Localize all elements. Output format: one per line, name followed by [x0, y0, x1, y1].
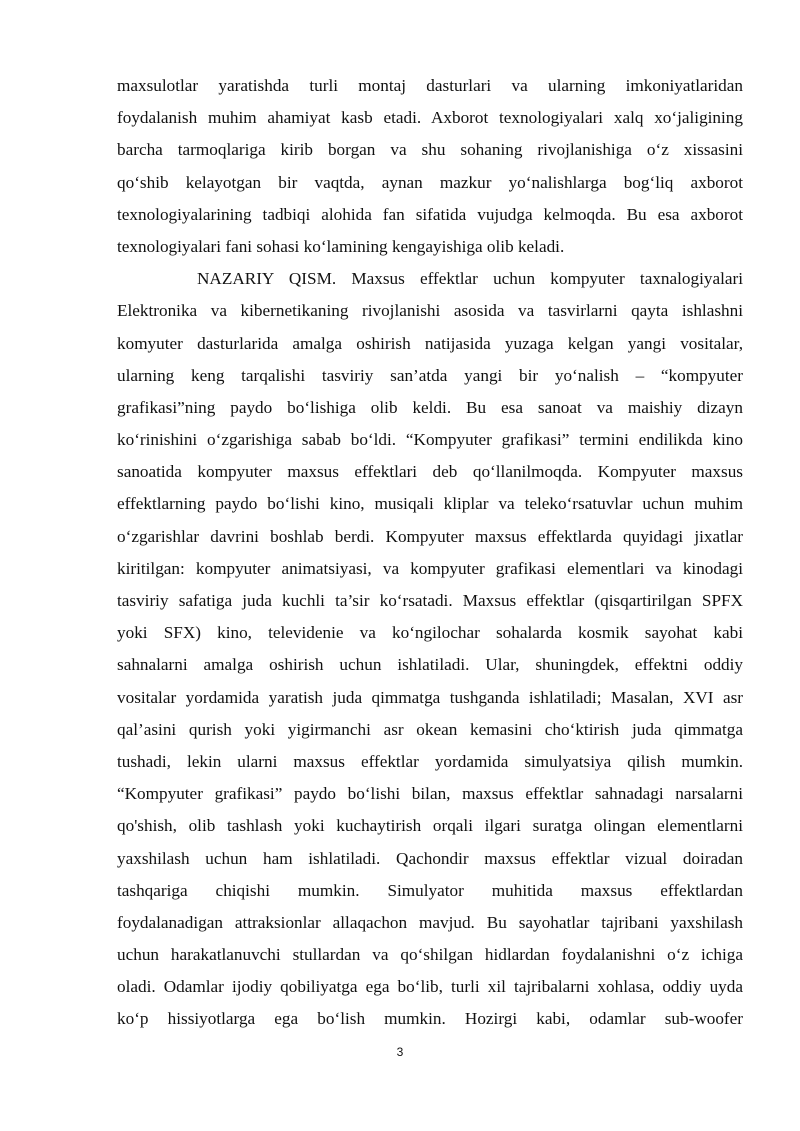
- text-line: tashqariga chiqishi mumkin. Simulyator muhitida maxsus effektlardan: [117, 880, 743, 900]
- text-line: uchun harakatlanuvchi stullardan va qo‘shilgan hidlardan foydalanishni o‘z ichiga: [117, 945, 743, 965]
- text-line: qo‘shib kelayotgan bir vaqtda, aynan mazkur yo‘nalishlarga bog‘liq axborot: [117, 172, 743, 192]
- text-line: oladi. Odamlar ijodiy qobiliyatga ega bo‘lib, turli xil tajribalarni xohlasa, oddiy uyda: [117, 977, 743, 997]
- text-line: sahnalarni amalga oshirish uchun ishlatiladi. Ular, shuningdek, effektni oddiy: [117, 655, 743, 675]
- page-number: 3: [396, 1045, 404, 1059]
- text-line: ko‘rinishini o‘zgarishiga sabab bo‘ldi. “Kompyuter grafikasi” termini endilikda kino: [117, 430, 743, 450]
- body-text: [117, 70, 743, 1036]
- text-line: “Kompyuter grafikasi” paydo bo‘lishi bilan, maxsus effektlar sahnadagi narsalarni: [117, 784, 743, 804]
- text-line: sanoatida kompyuter maxsus effektlari deb qo‘llanilmoqda. Kompyuter maxsus: [117, 462, 743, 482]
- text-line: qal’asini qurish yoki yigirmanchi asr okean kemasini cho‘ktirish juda qimmatga: [117, 719, 743, 739]
- text-line: foydalanadigan attraksionlar allaqachon mavjud. Bu sayohatlar tajribani yaxshilash: [117, 912, 743, 932]
- text-line: yaxshilash uchun ham ishlatiladi. Qachondir maxsus effektlar vizual doiradan: [117, 848, 743, 868]
- text-line: tushadi, lekin ularni maxsus effektlar yordamida simulyatsiya qilish mumkin.: [117, 751, 743, 771]
- text-line: maxsulotlar yaratishda turli montaj dasturlari va ularning imkoniyatlaridan: [117, 76, 743, 95]
- text-line: effektlarning paydo bo‘lishi kino, musiqali kliplar va teleko‘rsatuvlar uchun muhim: [117, 494, 743, 514]
- text-line: texnologiyalarining tadbiqi alohida fan sifatida vujudga kelmoqda. Bu esa axborot: [117, 204, 743, 224]
- text-line: foydalanish muhim ahamiyat kasb etadi. Axborot texnologiyalari xalq xo‘jaligining: [117, 108, 743, 128]
- text-line: qo'shish, olib tashlash yoki kuchaytirish orqali ilgari suratga olingan elementlarni: [117, 816, 743, 836]
- text-line: o‘zgarishlar davrini boshlab berdi. Kompyuter maxsus effektlarda quyidagi jixatlar: [117, 526, 743, 546]
- text-line: komyuter dasturlarida amalga oshirish natijasida yuzaga kelgan yangi vositalar,: [117, 333, 743, 353]
- text-line: yoki SFX) kino, televidenie va ko‘ngilochar sohalarda kosmik sayohat kabi: [117, 623, 743, 643]
- text-line: texnologiyalari fani sohasi ko‘lamining kengayishiga olib keladi.: [117, 236, 565, 256]
- text-line: kiritilgan: kompyuter animatsiyasi, va kompyuter grafikasi elementlari va kinodagi: [117, 558, 743, 578]
- text-line: grafikasi”ning paydo bo‘lishiga olib keldi. Bu esa sanoat va maishiy dizayn: [117, 397, 743, 417]
- text-line: vositalar yordamida yaratish juda qimmatga tushganda ishlatiladi; Masalan, XVI asr: [117, 687, 743, 707]
- text-line: barcha tarmoqlariga kirib borgan va shu sohaning rivojlanishiga o‘z xissasini: [117, 140, 743, 160]
- text-line: tasviriy safatiga juda kuchli ta’sir ko‘rsatadi. Maxsus effektlar (qisqartirilgan SPFX: [117, 591, 743, 610]
- text-line: ko‘p hissiyotlarga ega bo‘lish mumkin. Hozirgi kabi, odamlar sub-woofer: [117, 1009, 743, 1029]
- text-line: Elektronika va kibernetikaning rivojlanishi asosida va tasvirlarni qayta ishlashni: [117, 301, 743, 321]
- text-line: ularning keng tarqalishi tasviriy san’atda yangi bir yo‘nalish – “kompyuter: [117, 365, 743, 385]
- section-heading-line: NAZARIY QISM. Maxsus effektlar uchun kompyuter taxnalogiyalari: [197, 269, 743, 289]
